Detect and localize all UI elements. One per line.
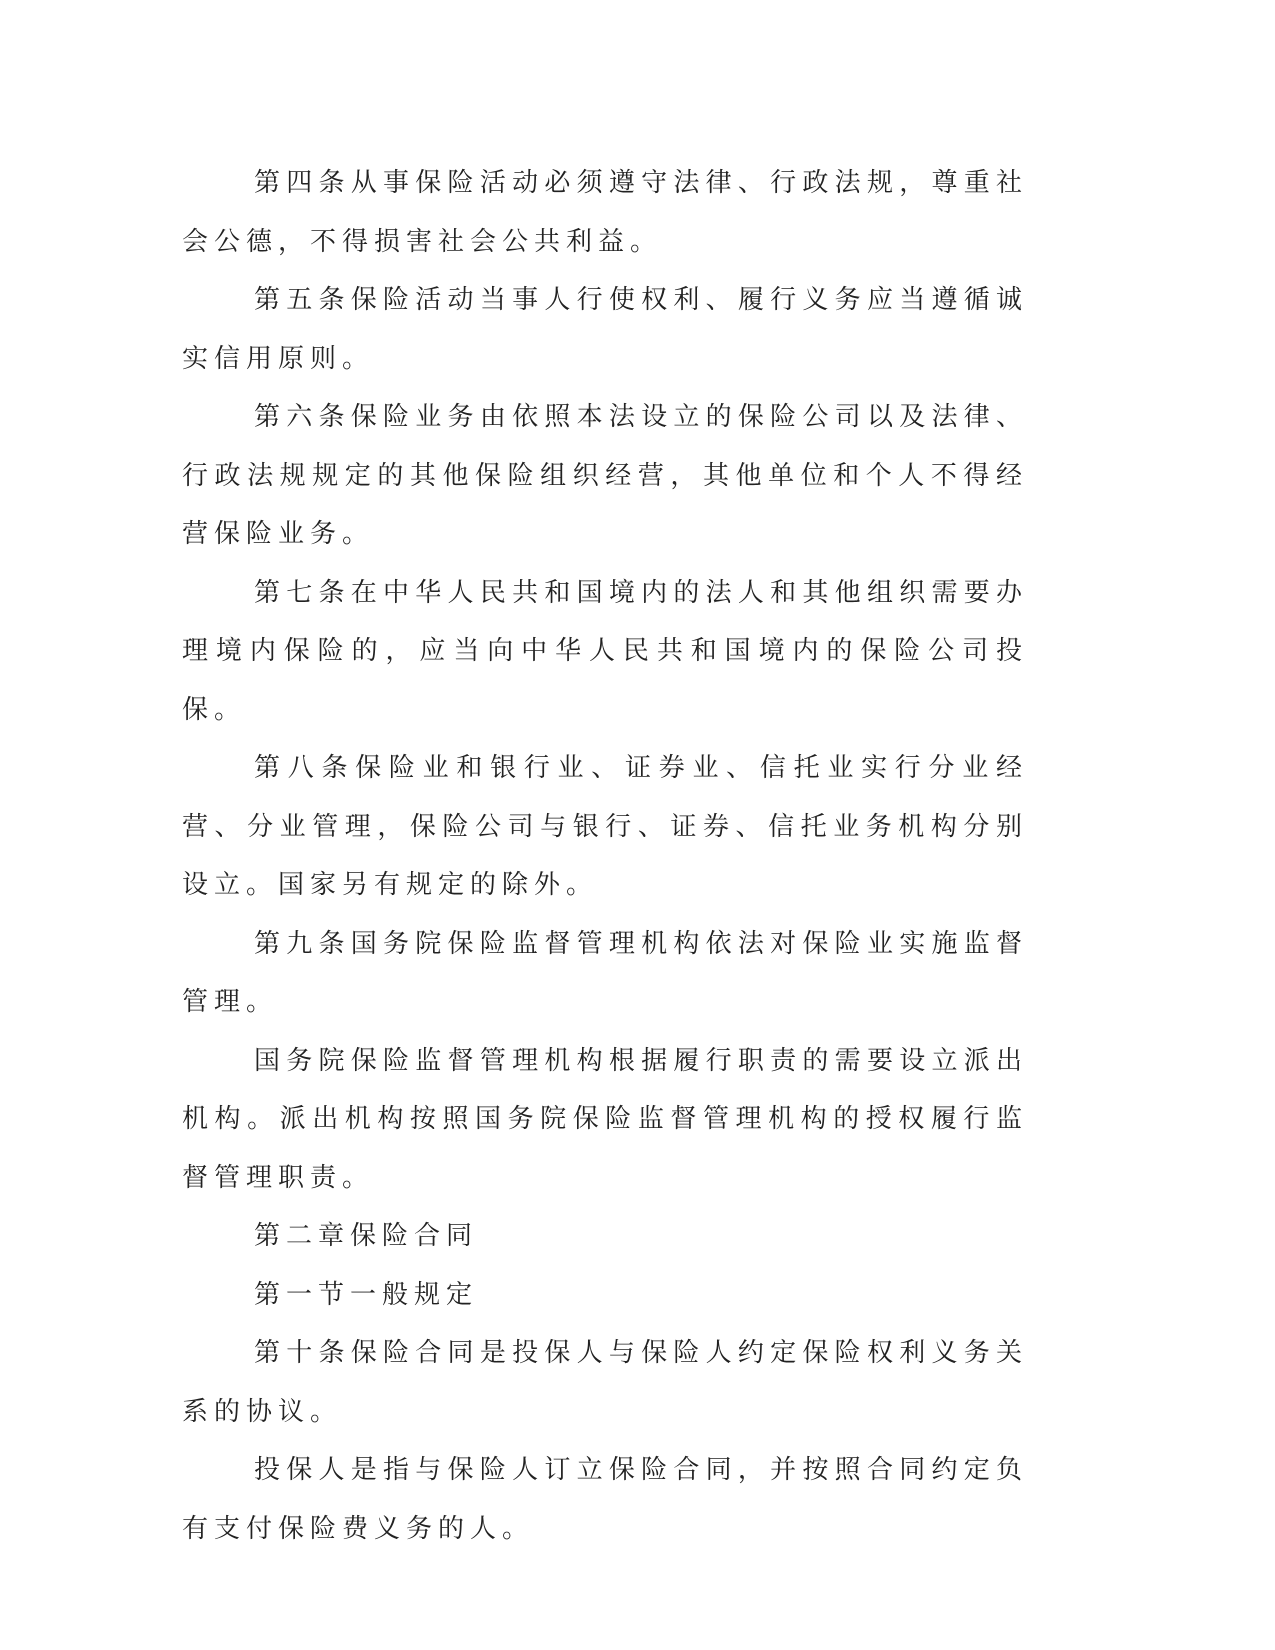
article-7-paragraph: 第七条在中华人民共和国境内的法人和其他组织需要办理境内保险的，应当向中华人民共和国境内的保险公司投保。 <box>182 577 1028 725</box>
policyholder-definition-paragraph: 投保人是指与保险人订立保险合同，并按照合同约定负有支付保险费义务的人。 <box>182 1455 1028 1544</box>
section-heading: 第一节一般规定 <box>254 1279 479 1310</box>
article-9-continuation-paragraph: 国务院保险监督管理机构根据履行职责的需要设立派出机构。派出机构按照国务院保险监督管理机构的授权履行监督管理职责。 <box>182 1045 1028 1193</box>
chapter-heading: 第二章保险合同 <box>254 1221 479 1251</box>
article-10-paragraph: 第十条保险合同是投保人与保险人约定保险权利义务关系的协议。 <box>182 1338 1028 1427</box>
article-5-paragraph: 第五条保险活动当事人行使权利、履行义务应当遵循诚实信用原则。 <box>182 285 1028 374</box>
article-8-paragraph: 第八条保险业和银行业、证券业、信托业实行分业经营、分业管理，保险公司与银行、证券、信托业务机构分别设立。国家另有规定的除外。 <box>182 753 1028 900</box>
article-4-paragraph: 第四条从事保险活动必须遵守法律、行政法规，尊重社会公德，不得损害社会公共利益。 <box>182 168 1028 257</box>
article-9-paragraph: 第九条国务院保险监督管理机构依法对保险业实施监督管理。 <box>182 928 1028 1017</box>
document-body <box>182 154 1028 1558</box>
article-6-paragraph: 第六条保险业务由依照本法设立的保险公司以及法律、行政法规规定的其他保险组织经营，其他单位和个人不得经营保险业务。 <box>182 402 1028 549</box>
